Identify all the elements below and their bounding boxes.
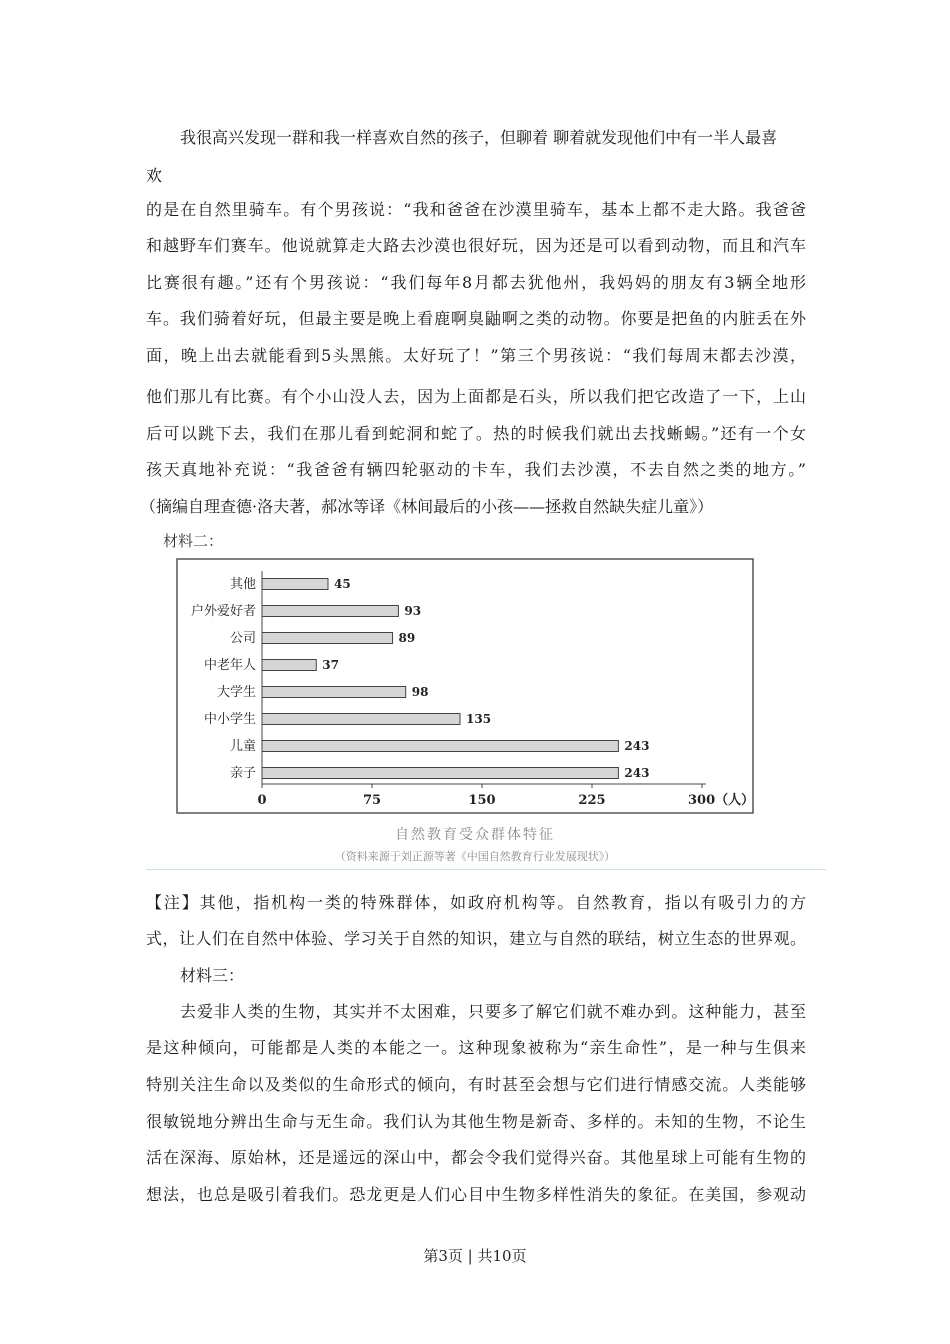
value-label: 135 bbox=[466, 712, 492, 726]
value-label: 98 bbox=[411, 685, 429, 699]
material3-line-3: 特别关注生命以及类似的生命形式的倾向，有时甚至会想与它们进行情感交流。人类能够 bbox=[146, 1075, 806, 1094]
material3-line-5: 活在深海、原始林，还是遥远的深山中，都会令我们觉得兴奋。其他星球上可能有生物的 bbox=[146, 1148, 806, 1167]
material1-line-9: 后可以跳下去，我们在那儿看到蛇洞和蛇了。热的时候我们就出去找蜥蜴。”还有一个女 bbox=[146, 424, 806, 443]
material1-line-4: 和越野车们赛车。他说就算走大路去沙漠也很好玩，因为还是可以看到动物，而且和汽车 bbox=[146, 236, 806, 255]
category-label: 公司 bbox=[229, 631, 256, 646]
material1-line-10: 孩天真地补充说：“我爸爸有辆四轮驱动的卡车，我们去沙漠，不去自然之类的地方。” bbox=[146, 460, 806, 479]
page-footer: 第3页 | 共10页 bbox=[423, 1247, 527, 1265]
note-line-1: 【注】其他，指机构一类的特殊群体，如政府机构等。自然教育，指以有吸引力的方 bbox=[146, 893, 806, 912]
bar bbox=[262, 633, 393, 644]
x-tick-label: 0 bbox=[257, 793, 267, 808]
category-label: 大学生 bbox=[216, 685, 256, 700]
material1-line-6: 车。我们骑着好玩，但最主要是晚上看鹿啊臭鼬啊之类的动物。你要是把鱼的内脏丢在外 bbox=[146, 309, 806, 328]
bar bbox=[262, 579, 328, 590]
material1-line-1: 我很高兴发现一群和我一样喜欢自然的孩子，但聊着 聊着就发现他们中有一半人最喜 bbox=[180, 128, 778, 147]
bar bbox=[262, 741, 618, 752]
material3-line-1: 去爱非人类的生物，其实并不太困难，只要多了解它们就不难办到。这种能力，甚至 bbox=[180, 1002, 806, 1021]
value-label: 243 bbox=[624, 766, 650, 780]
value-label: 93 bbox=[404, 604, 422, 618]
material3-line-4: 很敏锐地分辨出生命与无生命。我们认为其他生物是新奇、多样的。未知的生物，不论生 bbox=[146, 1112, 806, 1131]
category-label: 亲子 bbox=[229, 766, 256, 781]
material1-line-8: 他们那儿有比赛。有个小山没人去，因为上面都是石头，所以我们把它改造了一下，上山 bbox=[146, 387, 806, 406]
category-label: 儿童 bbox=[229, 739, 256, 754]
category-label: 中老年人 bbox=[203, 658, 256, 673]
category-label: 户外爱好者 bbox=[190, 604, 256, 619]
x-tick-label: 225 bbox=[578, 793, 606, 808]
bar bbox=[262, 768, 618, 779]
bar-chart bbox=[175, 557, 755, 815]
bar bbox=[262, 687, 406, 698]
material1-line-2: 欢 bbox=[146, 166, 163, 185]
material3-line-6: 想法，也总是吸引着我们。恐龙更是人们心目中生物多样性消失的象征。在美国，参观动 bbox=[146, 1185, 806, 1204]
bar bbox=[262, 714, 460, 725]
material2-label: 材料二： bbox=[163, 532, 224, 550]
x-tick-label: 150 bbox=[468, 793, 496, 808]
material1-line-3: 的是在自然里骑车。有个男孩说：“我和爸爸在沙漠里骑车，基本上都不走大路。我爸爸 bbox=[146, 200, 806, 219]
material1-line-5: 比赛很有趣。”还有个男孩说：“我们每年8月都去犹他州，我妈妈的朋友有3辆全地形 bbox=[146, 273, 806, 292]
bar bbox=[262, 660, 316, 671]
value-label: 89 bbox=[398, 631, 416, 645]
chart-title: 自然教育受众群体特征 bbox=[395, 827, 555, 843]
value-label: 37 bbox=[322, 658, 339, 672]
value-label: 243 bbox=[624, 739, 650, 753]
divider bbox=[146, 869, 826, 870]
category-label: 其他 bbox=[229, 577, 256, 592]
material1-source: （摘编自理查德·洛夫著，郝冰等译《林间最后的小孩——拯救自然缺失症儿童》） bbox=[140, 497, 714, 516]
bar bbox=[262, 606, 398, 617]
x-tick-label: 300（人） bbox=[688, 793, 755, 808]
category-label: 中小学生 bbox=[203, 712, 256, 727]
material1-line-7: 面，晚上出去就能看到5头黑熊。太好玩了！”第三个男孩说：“我们每周末都去沙漠， bbox=[146, 346, 806, 365]
chart-source: （资料来源于刘正源等著《中国自然教育行业发展现状》） bbox=[334, 850, 616, 863]
value-label: 45 bbox=[334, 577, 351, 591]
material3-label: 材料三： bbox=[180, 966, 245, 985]
note-line-2: 式，让人们在自然中体验、学习关于自然的知识，建立与自然的联结，树立生态的世界观。 bbox=[146, 929, 806, 948]
x-tick-label: 75 bbox=[362, 793, 382, 808]
material3-line-2: 是这种倾向，可能都是人类的本能之一。这种现象被称为“亲生命性”，是一种与生俱来 bbox=[146, 1038, 806, 1057]
